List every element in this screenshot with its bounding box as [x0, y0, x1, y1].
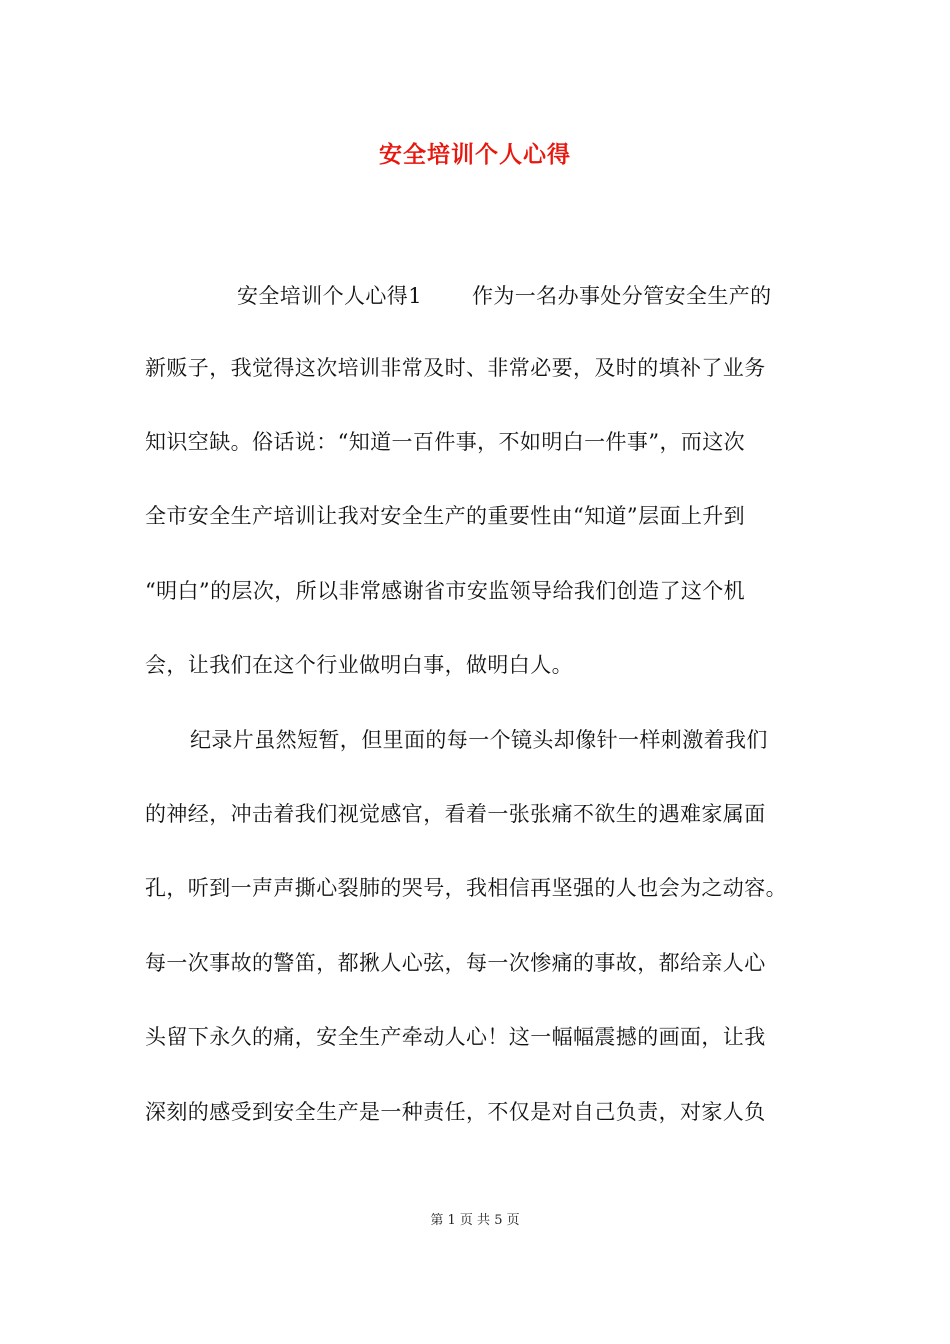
footer-prefix: 第: [430, 1213, 444, 1228]
footer-suffix: 页: [506, 1213, 520, 1228]
current-page-number: 1: [447, 1213, 456, 1228]
paragraph-line: 头留下永久的痛，安全生产牵动人心！这一幅幅震撼的画面，让我: [145, 1025, 766, 1049]
paragraph-text: 作为一名办事处分管安全生产的: [471, 284, 772, 308]
document-title: 安全培训个人心得: [379, 141, 571, 168]
section-heading: 安全培训个人心得1: [237, 284, 422, 308]
page-footer: [0, 1209, 950, 1228]
paragraph-line: 孔，听到一声声撕心裂肺的哭号，我相信再坚强的人也会为之动容。: [145, 876, 787, 900]
paragraph-line: 会，让我们在这个行业做明白事，做明白人。: [145, 653, 573, 677]
first-paragraph-line: [237, 282, 772, 310]
paragraph-line: 新贩子，我觉得这次培训非常及时、非常必要，及时的填补了业务: [145, 356, 766, 380]
paragraph-line: 的神经，冲击着我们视觉感官，看着一张张痛不欲生的遇难家属面: [145, 802, 766, 826]
paragraph-line: 知识空缺。俗话说：“知道一百件事，不如明白一件事”，而这次: [145, 430, 746, 454]
paragraph-line: 纪录片虽然短暂，但里面的每一个镜头却像针一样刺激着我们: [190, 728, 768, 752]
paragraph-line: “明白”的层次，所以非常感谢省市安监领导给我们创造了这个机: [145, 579, 746, 603]
paragraph-line: 深刻的感受到安全生产是一种责任，不仅是对自己负责，对家人负: [145, 1100, 766, 1124]
paragraph-line: 每一次事故的警笛，都揪人心弦，每一次惨痛的事故，都给亲人心: [145, 951, 766, 975]
footer-middle: 页 共: [459, 1213, 491, 1228]
total-page-number: 5: [494, 1213, 503, 1228]
paragraph-line: 全市安全生产培训让我对安全生产的重要性由“知道”层面上升到: [145, 504, 746, 528]
